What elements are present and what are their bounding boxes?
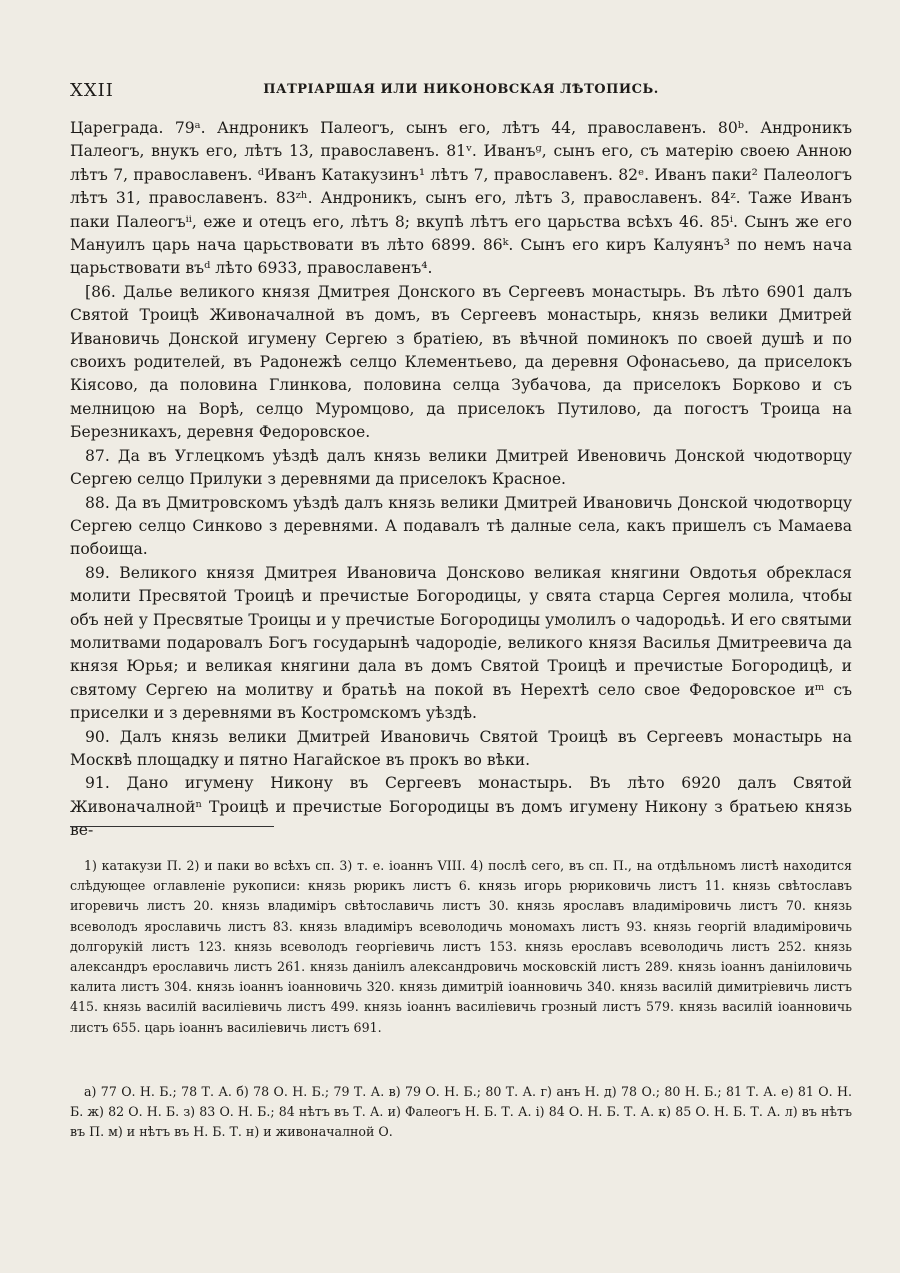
page-number: XXII: [70, 80, 114, 101]
footnote-divider: [70, 826, 274, 827]
variant-readings: [70, 1082, 852, 1143]
running-title: ПАТРІАРШАЯ ИЛИ НИКОНОВСКАЯ ЛѢТОПИСЬ.: [263, 82, 659, 97]
paragraph: [86. Далье великого князя Дмитрея Донского въ Сергеевъ монастырь. Въ лѣто 6901 далъ Святой Троицѣ Живоначалной въ домъ, въ Сергеевъ монастырь, князь велики Дмитрей Ивановичь Донской игумену Сергею з братіею, въ вѣчной поминокъ по своей душѣ и по своихъ родителей, въ Радонежѣ селцо Клементьево, да деревня Офонасьево, да приселокъ Кіясово, да половина Глинкова, половина селца Зубачова, да приселокъ Борково и съ мелницою на Ворѣ, селцо Муромцово, да приселокъ Путилово, да погостъ Троица на Березникахъ, деревня Федоровское.: [70, 282, 852, 442]
variant-text: а) 77 О. Н. Б.; 78 Т. А. б) 78 О. Н. Б.; 79 Т. А. в) 79 О. Н. Б.; 80 Т. А. г) анъ Н. д) 78 О.; 80 Н. Б.; 81 Т. А. е) 81 О. Н. Б. ж) 82 О. Н. Б. з) 83 О. Н. Б.; 84 нѣтъ въ Т. А. и) Фалеогъ Н. Б. Т. А. і) 84 О. Н. Б. Т. А. к) 85 О. Н. Б. Т. А. л) въ нѣтъ въ П. м) и нѣтъ въ Н. Б. Т. н) и живоначалной О.: [70, 1084, 852, 1140]
page-header: [70, 80, 852, 102]
paragraph: Цареграда. 79ᵃ. Андроникъ Палеогъ, сынъ его, лѣтъ 44, православенъ. 80ᵇ. Андроникъ Палеогъ, внукъ его, лѣтъ 13, православенъ. 81ᵛ. Иванъᶢ, сынъ его, съ матерію своею Анною лѣтъ 7, православенъ. ᵈИванъ Катакузинъ¹ лѣтъ 7, православенъ. 82ᵉ. Иванъ паки² Палеологъ лѣтъ 31, православенъ. 83ᶻʰ. Андроникъ, сынъ его, лѣтъ 3, православенъ. 84ᶻ. Таже Иванъ паки Палеогъⁱⁱ, еже и отецъ его, лѣтъ 8; вкупѣ лѣтъ его царьства всѣхъ 46. 85ⁱ. Сынъ же его Мануилъ царь нача царьствовати въ лѣто 6899. 86ᵏ. Сынъ его киръ Калуянъ³ по немъ нача царьствовати въᵈ лѣто 6933, православенъ⁴.: [70, 119, 852, 278]
paragraph: 87. Да въ Углецкомъ уѣздѣ далъ князь велики Дмитрей Ивеновичь Донской чюдотворцу Сергею селцо Прилуки з деревнями да приселокъ Красное.: [70, 446, 852, 489]
main-text: [70, 117, 852, 843]
paragraph: 89. Великого князя Дмитрея Ивановича Донсково великая княгини Овдотья обреклася молити Пресвятой Троицѣ и пречистые Богородицы, у свята старца Сергея молила, чтобы объ ней у Пресвятые Троицы и у пречистые Богородицы умолилъ о чадородьѣ. И его святыми молитвами подаровалъ Богъ государынѣ чадородіе, великого князя Василья Дмитреевича да князя Юрья; и великая княгини дала въ домъ Святой Троицѣ и пречистые Богородицѣ, и святому Сергею на молитву и братьѣ на покой въ Нерехтѣ село свое Федоровское иᵐ съ приселки и з деревнями въ Костромскомъ уѣздѣ.: [70, 563, 852, 723]
paragraph: 90. Далъ князь велики Дмитрей Ивановичь Святой Троицѣ въ Сергеевъ монастырь на Москвѣ площадку и пятно Нагайское въ прокъ во вѣки.: [70, 727, 852, 769]
footnote-text: 1) катакузи П. 2) и паки во всѣхъ сп. 3) т. е. іоаннъ VIII. 4) послѣ сего, въ сп. П., на отдѣльномъ листѣ находится слѣдующее оглавленіе рукописи: князь рюрикъ листъ 6. князь игорь рюриковичь листъ 11. князь свѣтославъ игоревичь листъ 20. князь владиміръ свѣтославичь листъ 30. князь ярославъ владиміровичь листъ 70. князь всеволодъ ярославичь листъ 83. князь владиміръ всеволодичь мономахъ листъ 93. князь георгій владиміровичь долгорукій листъ 123. князь всеволодъ георгіевичь листъ 153. князь ерославъ всеволодичь листъ 252. князь александръ ерославичь листъ 261. князь даніилъ александровичь московскій листъ 289. князь іоаннъ даніиловичь калита листъ 304. князь іоаннъ іоанновичь 320. князь димитрій іоанновичь 340. князь василій димитріевичь листъ 415. князь василій василіевичь листъ 499. князь іоаннъ василіевичь грозный листъ 579. князь василій іоанновичь листъ 655. царь іоаннъ василіевичь листъ 691.: [70, 858, 852, 1035]
paragraph: 91. Дано игумену Никону въ Сергеевъ монастырь. Въ лѣто 6920 далъ Святой Живоначалнойⁿ Троицѣ и пречистые Богородицы въ домъ игумену Никону з братьею князь ве-: [70, 774, 852, 840]
paragraph: 88. Да въ Дмитровскомъ уѣздѣ далъ князь велики Дмитрей Ивановичь Донской чюдотворцу Сергею селцо Синково з деревнями. А подавалъ тѣ далные села, какъ пришелъ съ Мамаева побоища.: [70, 493, 852, 559]
footnotes: [70, 856, 852, 1038]
